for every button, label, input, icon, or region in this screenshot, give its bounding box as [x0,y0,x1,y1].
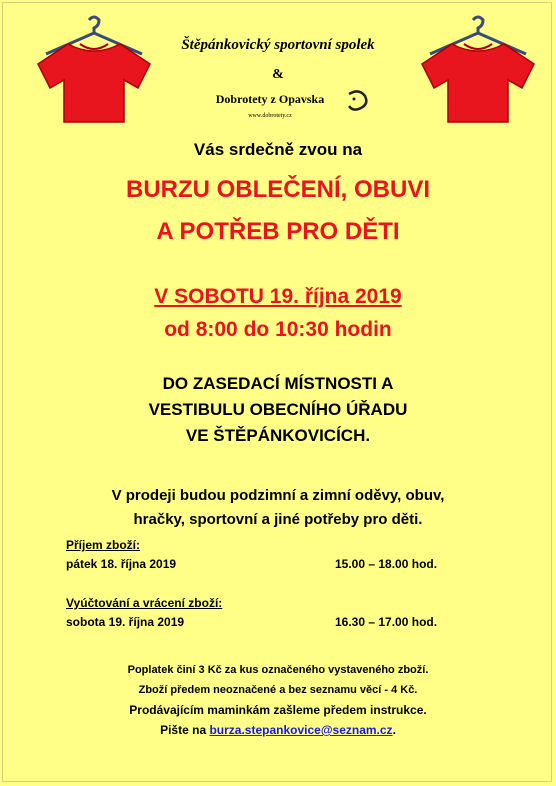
organizer-name-2: Dobrotety z Opavska [215,92,325,106]
venue-line-2: VESTIBULU OBECNÍHO ÚŘADU [148,400,408,419]
dobrotety-logo-icon [345,88,371,114]
invitation-text: Vás srdečně zvou na [193,140,363,159]
contact-email-link[interactable]: burza.stepankovice@seznam.cz [209,723,393,737]
unlabeled-fee-note: Zboží předem neoznačené a bez seznamu věcí - 4 Kč. [138,684,418,696]
venue-line-3: VE ŠTĚPÁNKOVICÍCH. [185,426,371,445]
intake-day: pátek 18. října 2019 [66,557,177,571]
settlement-hours: 16.30 – 17.00 hod. [335,615,438,629]
settlement-heading: Vyúčtování a vrácení zboží: [66,596,223,610]
event-title-line-1: BURZU OBLEČENÍ, OBUVI [125,176,430,203]
description-line-1: V prodeji budou podzimní a zimní oděvy, obuv, [111,487,445,504]
organizer-website: www.dobrotety.cz [248,113,292,119]
event-date: V SOBOTU 19. října 2019 [154,285,402,308]
fee-note: Poplatek činí 3 Kč za kus označeného vystaveného zboží. [127,664,429,676]
event-time: od 8:00 do 10:30 hodin [164,318,392,341]
intake-heading: Příjem zboží: [66,538,141,552]
ampersand: & [272,67,284,82]
contact-suffix: . [392,723,396,737]
intake-hours: 15.00 – 18.00 hod. [335,557,438,571]
contact-prefix: Pište na [160,723,210,737]
description-line-2: hračky, sportovní a jiné potřeby pro děti. [133,511,423,528]
contact-line [0,723,556,737]
organizer-name-1: Štěpánkovický sportovní spolek [181,37,375,53]
settlement-day: sobota 19. října 2019 [66,615,185,629]
instructions-note: Prodávajícím maminkám zašleme předem instrukce. [129,703,427,717]
event-title-line-2: A POTŘEB PRO DĚTI [156,218,400,245]
venue-line-1: DO ZASEDACÍ MÍSTNOSTI A [162,374,394,393]
